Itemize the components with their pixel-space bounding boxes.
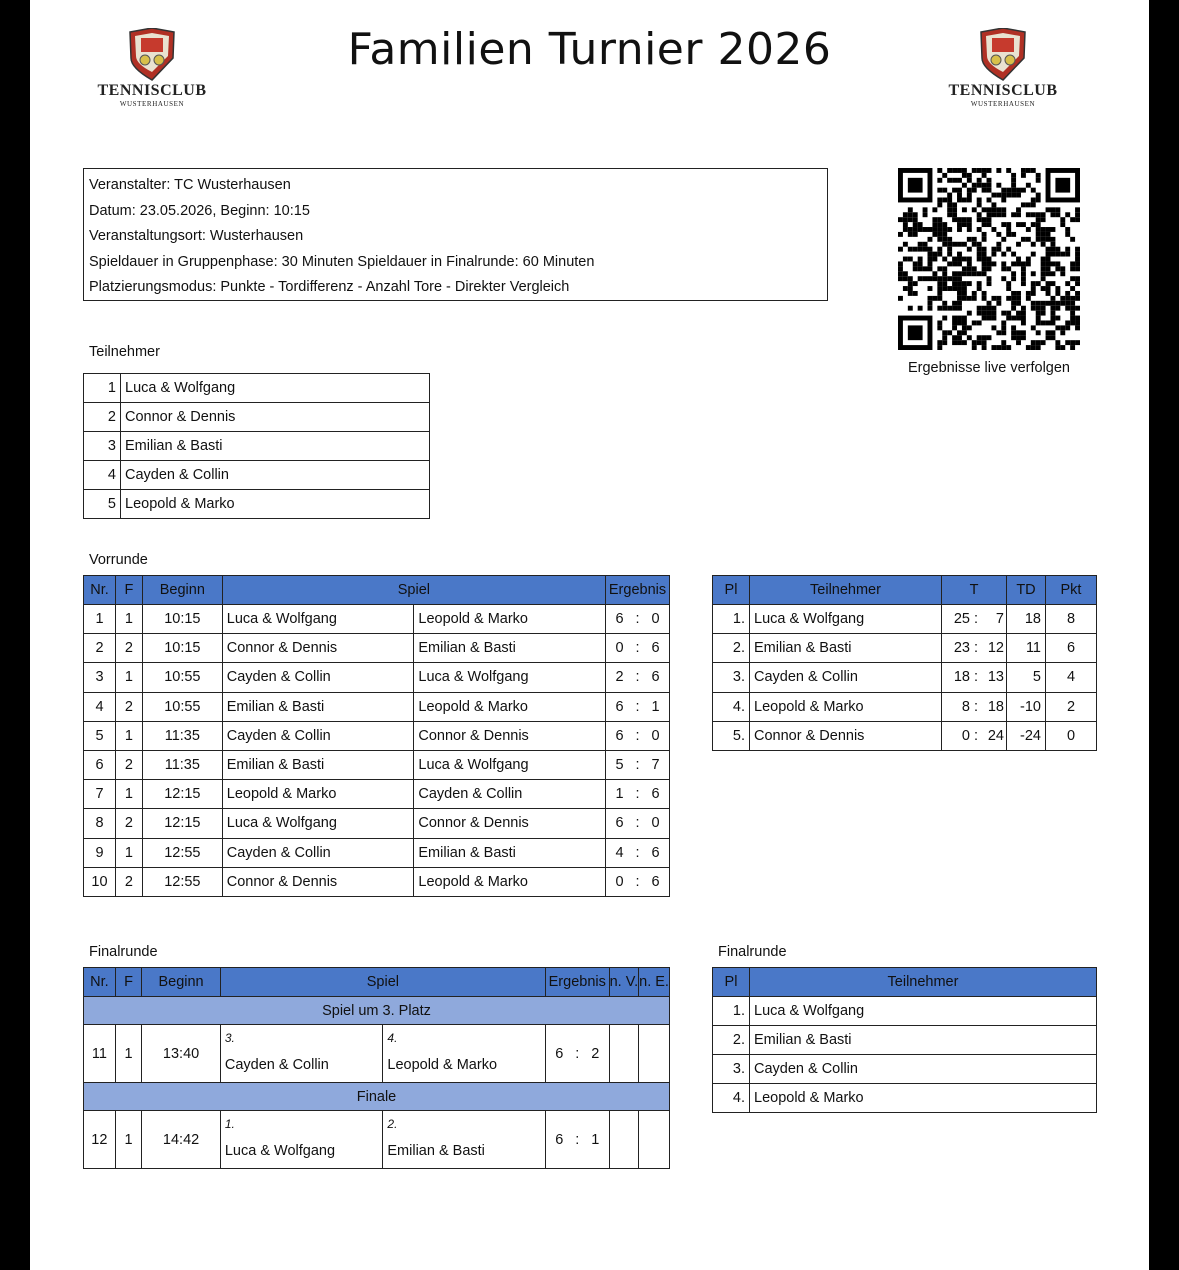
- match-score: [605, 692, 669, 721]
- match-nr: 8: [84, 809, 116, 838]
- match-team-b: Emilian & Basti: [414, 634, 606, 663]
- match-time: 13:40: [142, 1025, 221, 1083]
- standing-points: 8: [1046, 605, 1097, 634]
- participant-name: Leopold & Marko: [121, 490, 430, 519]
- seed-label: 2.: [387, 1117, 398, 1131]
- standing-place: 2.: [713, 634, 750, 663]
- match-field: 1: [115, 721, 142, 750]
- standings-row: [713, 663, 1097, 692]
- match-time: 12:55: [142, 867, 222, 896]
- match-nr: 4: [84, 692, 116, 721]
- final-section-title: Spiel um 3. Platz: [84, 997, 670, 1025]
- score-separator: :: [635, 786, 640, 803]
- score-separator: :: [575, 1131, 580, 1148]
- col-teilnehmer: Teilnehmer: [750, 968, 1097, 997]
- match-field: 2: [115, 750, 142, 779]
- club-logo-right: [948, 28, 1058, 110]
- standing-goals: [942, 721, 1007, 750]
- col-t: T: [942, 576, 1007, 605]
- score-b: 0: [651, 611, 660, 628]
- goals-for: 23: [953, 640, 970, 657]
- col-pkt: Pkt: [1046, 576, 1097, 605]
- final-match-row: [84, 1111, 670, 1169]
- match-field: 2: [115, 692, 142, 721]
- final-section-row: [84, 997, 670, 1025]
- final-section-title: Finale: [84, 1083, 670, 1111]
- standing-diff: -10: [1007, 692, 1046, 721]
- match-field: 1: [115, 1111, 142, 1169]
- score-a: 5: [615, 757, 624, 774]
- score-a: 6: [615, 815, 624, 832]
- team-name: Leopold & Marko: [387, 1057, 498, 1073]
- standing-diff: -24: [1007, 721, 1046, 750]
- match-row: [84, 838, 670, 867]
- participant-nr: 5: [84, 490, 121, 519]
- match-score: [605, 663, 669, 692]
- crest-icon: [948, 28, 1058, 82]
- participant-name: Cayden & Collin: [121, 461, 430, 490]
- score-separator: :: [635, 815, 640, 832]
- match-team-b: [383, 1111, 546, 1169]
- info-duration: Spieldauer in Gruppenphase: 30 Minuten Spieldauer in Finalrunde: 60 Minuten: [89, 253, 595, 270]
- score-b: 1: [651, 698, 660, 715]
- match-time: 11:35: [142, 750, 222, 779]
- col-beginn: Beginn: [142, 968, 221, 997]
- standing-place: 3.: [713, 1055, 750, 1084]
- standing-diff: 11: [1007, 634, 1046, 663]
- match-row: [84, 867, 670, 896]
- score-b: 7: [651, 757, 660, 774]
- col-spiel: Spiel: [222, 576, 605, 605]
- participant-name: Connor & Dennis: [121, 403, 430, 432]
- score-a: 6: [615, 611, 624, 628]
- score-b: 0: [651, 727, 660, 744]
- info-date: Datum: 23.05.2026, Beginn: 10:15: [89, 202, 310, 219]
- penalty-cell: [639, 1025, 670, 1083]
- standing-goals: [942, 634, 1007, 663]
- score-b: 0: [651, 815, 660, 832]
- match-team-a: Connor & Dennis: [222, 867, 414, 896]
- match-row: [84, 809, 670, 838]
- match-nr: 1: [84, 605, 116, 634]
- goals-separator: :: [973, 611, 979, 628]
- match-nr: 10: [84, 867, 116, 896]
- standing-place: 1.: [713, 605, 750, 634]
- match-team-b: Leopold & Marko: [414, 692, 606, 721]
- logo-subtext: WUSTERHAUSEN: [970, 100, 1036, 108]
- standing-place: 1.: [713, 997, 750, 1026]
- standing-team: Leopold & Marko: [750, 692, 942, 721]
- final-section-row: [84, 1083, 670, 1111]
- score-b: 2: [591, 1045, 600, 1062]
- seed-label: 1.: [224, 1117, 235, 1131]
- standing-goals: [942, 605, 1007, 634]
- goals-against: 18: [987, 698, 1004, 715]
- score-b: 6: [651, 669, 660, 686]
- participant-name: Luca & Wolfgang: [121, 374, 430, 403]
- standings-row: [713, 605, 1097, 634]
- match-field: 2: [115, 634, 142, 663]
- col-teilnehmer: Teilnehmer: [750, 576, 942, 605]
- match-nr: 3: [84, 663, 116, 692]
- match-team-a: Emilian & Basti: [222, 750, 414, 779]
- match-team-b: Emilian & Basti: [414, 838, 606, 867]
- match-time: 12:55: [142, 838, 222, 867]
- score-separator: :: [575, 1045, 580, 1062]
- score-b: 6: [651, 844, 660, 861]
- match-team-b: Luca & Wolfgang: [414, 750, 606, 779]
- participants-table: [83, 373, 430, 519]
- logo-text: TENNISCLUB: [97, 82, 207, 99]
- match-nr: 6: [84, 750, 116, 779]
- standing-team: Emilian & Basti: [750, 634, 942, 663]
- seed-label: 4.: [387, 1031, 398, 1045]
- standing-diff: 18: [1007, 605, 1046, 634]
- standing-points: 2: [1046, 692, 1097, 721]
- score-separator: :: [635, 640, 640, 657]
- score-a: 4: [615, 844, 624, 861]
- participant-row: [84, 490, 430, 519]
- score-a: 0: [615, 873, 624, 890]
- score-separator: :: [635, 873, 640, 890]
- col-f: F: [115, 576, 142, 605]
- participant-row: [84, 432, 430, 461]
- match-time: 11:35: [142, 721, 222, 750]
- match-field: 1: [115, 663, 142, 692]
- seed-label: 3.: [224, 1031, 235, 1045]
- match-team-b: Luca & Wolfgang: [414, 663, 606, 692]
- col-spiel: Spiel: [220, 968, 545, 997]
- match-team-b: Cayden & Collin: [414, 780, 606, 809]
- match-row: [84, 692, 670, 721]
- col-ne: n. E.: [639, 968, 670, 997]
- match-team-a: Leopold & Marko: [222, 780, 414, 809]
- match-team-a: Connor & Dennis: [222, 634, 414, 663]
- score-separator: :: [635, 727, 640, 744]
- col-nr: Nr.: [84, 968, 116, 997]
- qr-caption: Ergebnisse live verfolgen: [907, 360, 1070, 376]
- participant-nr: 4: [84, 461, 121, 490]
- match-team-a: Cayden & Collin: [222, 721, 414, 750]
- goals-against: 7: [995, 611, 1004, 628]
- col-ergebnis: Ergebnis: [545, 968, 609, 997]
- match-row: [84, 721, 670, 750]
- score-b: 6: [651, 786, 660, 803]
- goals-separator: :: [973, 640, 979, 657]
- standings-row: [713, 634, 1097, 663]
- score-a: 1: [615, 786, 624, 803]
- standings-row: [713, 692, 1097, 721]
- match-field: 2: [115, 867, 142, 896]
- match-team-a: Cayden & Collin: [222, 838, 414, 867]
- match-score: [545, 1025, 609, 1083]
- score-separator: :: [635, 844, 640, 861]
- standing-diff: 5: [1007, 663, 1046, 692]
- match-field: 1: [115, 1025, 142, 1083]
- crest-icon: [97, 28, 207, 82]
- standing-goals: [942, 692, 1007, 721]
- standing-team: Emilian & Basti: [750, 1026, 1097, 1055]
- team-name: Luca & Wolfgang: [224, 1143, 336, 1159]
- match-score: [605, 721, 669, 750]
- match-score: [605, 867, 669, 896]
- goals-separator: :: [973, 698, 979, 715]
- score-separator: :: [635, 669, 640, 686]
- match-time: 10:15: [142, 634, 222, 663]
- standing-team: Leopold & Marko: [750, 1084, 1097, 1113]
- match-team-a: [220, 1111, 383, 1169]
- match-row: [84, 750, 670, 779]
- col-pl: Pl: [713, 968, 750, 997]
- standings-table: [712, 575, 1097, 751]
- qr-code-icon[interactable]: [898, 168, 1080, 350]
- goals-against: 24: [987, 727, 1004, 744]
- overtime-cell: [609, 1025, 639, 1083]
- goals-separator: :: [973, 669, 979, 686]
- penalty-cell: [639, 1111, 670, 1169]
- standing-team: Luca & Wolfgang: [750, 997, 1097, 1026]
- final-standings-row: [713, 1055, 1097, 1084]
- match-score: [605, 809, 669, 838]
- score-a: 6: [615, 727, 624, 744]
- match-row: [84, 780, 670, 809]
- match-team-a: [220, 1025, 383, 1083]
- score-separator: :: [635, 611, 640, 628]
- score-b: 6: [651, 873, 660, 890]
- goals-against: 12: [987, 640, 1004, 657]
- col-nv: n. V.: [609, 968, 639, 997]
- club-logo-left: [97, 28, 207, 110]
- standing-place: 5.: [713, 721, 750, 750]
- match-team-a: Cayden & Collin: [222, 663, 414, 692]
- finalrunde-table: [83, 967, 670, 1169]
- match-team-b: [383, 1025, 546, 1083]
- match-time: 12:15: [142, 809, 222, 838]
- match-team-b: Leopold & Marko: [414, 867, 606, 896]
- match-score: [545, 1111, 609, 1169]
- match-score: [605, 780, 669, 809]
- match-time: 12:15: [142, 780, 222, 809]
- match-score: [605, 750, 669, 779]
- match-team-b: Connor & Dennis: [414, 721, 606, 750]
- info-ranking-mode: Platzierungsmodus: Punkte - Tordifferenz - Anzahl Tore - Direkter Vergleich: [89, 279, 570, 295]
- participant-row: [84, 374, 430, 403]
- goals-against: 13: [987, 669, 1004, 686]
- match-time: 10:15: [142, 605, 222, 634]
- team-name: Emilian & Basti: [387, 1143, 485, 1159]
- match-field: 1: [115, 838, 142, 867]
- participant-nr: 1: [84, 374, 121, 403]
- goals-for: 8: [961, 698, 970, 715]
- match-row: [84, 605, 670, 634]
- col-f: F: [115, 968, 142, 997]
- standing-place: 2.: [713, 1026, 750, 1055]
- match-score: [605, 838, 669, 867]
- final-standings-row: [713, 1026, 1097, 1055]
- participant-row: [84, 403, 430, 432]
- match-field: 2: [115, 809, 142, 838]
- match-row: [84, 634, 670, 663]
- match-score: [605, 605, 669, 634]
- page-title: Familien Turnier 2026: [347, 24, 832, 75]
- match-field: 1: [115, 605, 142, 634]
- standing-team: Connor & Dennis: [750, 721, 942, 750]
- vorrunde-label: Vorrunde: [89, 552, 148, 568]
- match-team-a: Emilian & Basti: [222, 692, 414, 721]
- goals-for: 25: [953, 611, 970, 628]
- standing-place: 4.: [713, 692, 750, 721]
- standing-goals: [942, 663, 1007, 692]
- match-row: [84, 663, 670, 692]
- match-team-b: Leopold & Marko: [414, 605, 606, 634]
- score-separator: :: [635, 698, 640, 715]
- info-location: Veranstaltungsort: Wusterhausen: [89, 228, 304, 244]
- overtime-cell: [609, 1111, 639, 1169]
- standing-points: 0: [1046, 721, 1097, 750]
- match-time: 14:42: [142, 1111, 221, 1169]
- match-nr: 12: [84, 1111, 116, 1169]
- logo-subtext: WUSTERHAUSEN: [119, 100, 185, 108]
- match-time: 10:55: [142, 663, 222, 692]
- final-standings-row: [713, 997, 1097, 1026]
- match-nr: 11: [84, 1025, 116, 1083]
- match-score: [605, 634, 669, 663]
- col-ergebnis: Ergebnis: [605, 576, 669, 605]
- standing-points: 4: [1046, 663, 1097, 692]
- team-name: Cayden & Collin: [224, 1057, 329, 1073]
- goals-for: 18: [953, 669, 970, 686]
- match-team-b: Connor & Dennis: [414, 809, 606, 838]
- final-match-row: [84, 1025, 670, 1083]
- score-separator: :: [635, 757, 640, 774]
- participant-row: [84, 461, 430, 490]
- score-a: 6: [615, 698, 624, 715]
- score-b: 6: [651, 640, 660, 657]
- score-a: 2: [615, 669, 624, 686]
- info-organizer: Veranstalter: TC Wusterhausen: [89, 177, 291, 193]
- match-nr: 7: [84, 780, 116, 809]
- col-beginn: Beginn: [142, 576, 222, 605]
- col-nr: Nr.: [84, 576, 116, 605]
- match-nr: 5: [84, 721, 116, 750]
- goals-for: 0: [961, 727, 970, 744]
- col-pl: Pl: [713, 576, 750, 605]
- participant-name: Emilian & Basti: [121, 432, 430, 461]
- match-nr: 9: [84, 838, 116, 867]
- participants-label: Teilnehmer: [89, 344, 160, 360]
- match-team-a: Luca & Wolfgang: [222, 809, 414, 838]
- final-standings-label: Finalrunde: [718, 944, 787, 960]
- col-td: TD: [1007, 576, 1046, 605]
- score-a: 0: [615, 640, 624, 657]
- final-standings-row: [713, 1084, 1097, 1113]
- event-info-box: [83, 168, 828, 301]
- standings-row: [713, 721, 1097, 750]
- match-team-a: Luca & Wolfgang: [222, 605, 414, 634]
- standing-team: Luca & Wolfgang: [750, 605, 942, 634]
- participant-nr: 3: [84, 432, 121, 461]
- standing-place: 3.: [713, 663, 750, 692]
- match-time: 10:55: [142, 692, 222, 721]
- vorrunde-table: [83, 575, 670, 897]
- standing-points: 6: [1046, 634, 1097, 663]
- standing-place: 4.: [713, 1084, 750, 1113]
- score-a: 6: [555, 1131, 564, 1148]
- final-standings-table: [712, 967, 1097, 1113]
- logo-text: TENNISCLUB: [948, 82, 1058, 99]
- score-a: 6: [555, 1045, 564, 1062]
- match-nr: 2: [84, 634, 116, 663]
- participant-nr: 2: [84, 403, 121, 432]
- finalrunde-label: Finalrunde: [89, 944, 158, 960]
- match-field: 1: [115, 780, 142, 809]
- standing-team: Cayden & Collin: [750, 1055, 1097, 1084]
- goals-separator: :: [973, 727, 979, 744]
- standing-team: Cayden & Collin: [750, 663, 942, 692]
- score-b: 1: [591, 1131, 600, 1148]
